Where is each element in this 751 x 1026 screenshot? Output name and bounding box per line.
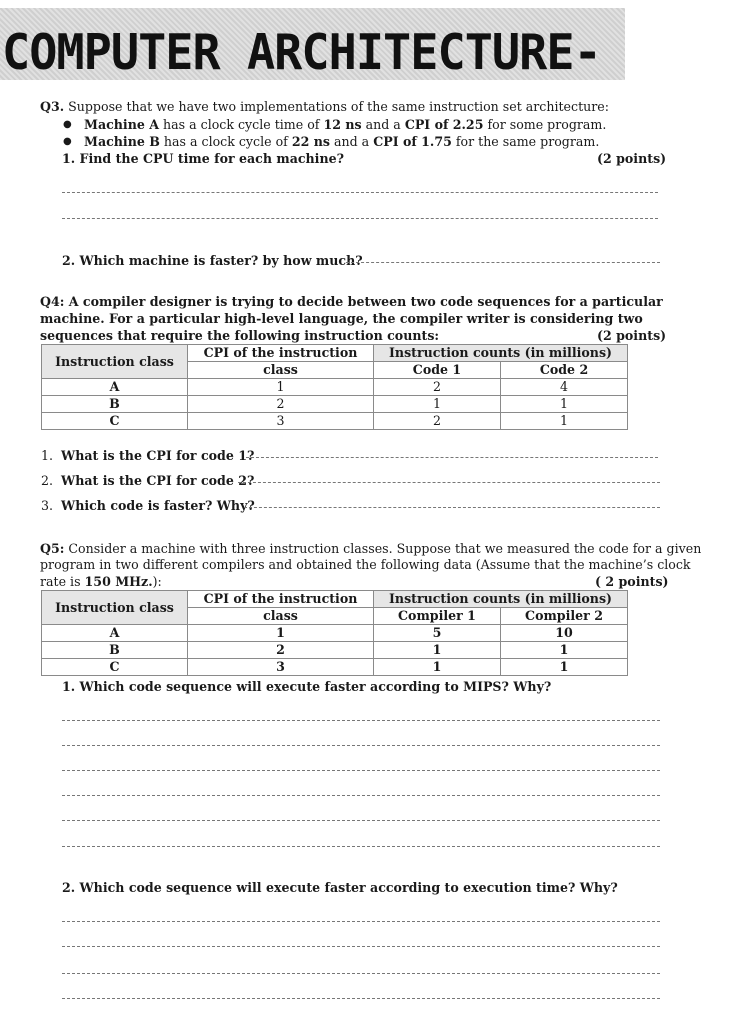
header-cpi: CPI of the instruction <box>188 345 374 362</box>
header-code-1: Code 1 <box>374 362 501 379</box>
header-instruction-counts: Instruction counts (in millions) <box>374 345 628 362</box>
header-instruction-class: Instruction class <box>42 345 188 379</box>
q5-line-2: program in two different compilers and obtained the following data (Assume that the machine’s clock <box>40 557 691 572</box>
q4-question-2: 2. What is the CPI for code 2? <box>41 473 255 488</box>
header-code-2: Code 2 <box>501 362 628 379</box>
q5-line-1: Q5: Consider a machine with three instruction classes. Suppose that we measured the code for a given <box>40 541 702 556</box>
table-row: B 2 1 1 <box>42 396 628 413</box>
answer-line[interactable] <box>62 720 660 721</box>
q4-table <box>41 344 628 430</box>
answer-line[interactable] <box>244 507 660 508</box>
q3-intro <box>40 99 609 114</box>
table-row: C 3 1 1 <box>42 659 628 676</box>
answer-line[interactable] <box>62 973 660 974</box>
header-cpi-2: class <box>188 362 374 379</box>
table-row: C 3 2 1 <box>42 413 628 430</box>
q3-item-2: 2. Which machine is faster? by how much? <box>62 253 363 268</box>
q3-item-1: 1. Find the CPU time for each machine? <box>62 151 345 166</box>
q4-line-1: Q4: A compiler designer is trying to decide between two code sequences for a particular <box>40 294 663 309</box>
bullet-icon: ● <box>63 136 72 147</box>
title-banner <box>0 8 625 80</box>
q4-line-3: sequences that require the following instruction counts: <box>40 328 440 343</box>
bullet-icon: ● <box>63 119 72 130</box>
answer-line[interactable] <box>62 218 658 219</box>
header-instruction-class: Instruction class <box>42 591 188 625</box>
answer-line[interactable] <box>62 192 658 193</box>
answer-line[interactable] <box>62 998 660 999</box>
q4-line-2: machine. For a particular high-level language, the compiler writer is considering two <box>40 311 643 326</box>
header-cpi-2: class <box>188 608 374 625</box>
table-row: B 2 1 1 <box>42 642 628 659</box>
q3-label: Q3. <box>40 99 65 114</box>
q4-question-3: 3. Which code is faster? Why? <box>41 498 255 513</box>
answer-line[interactable] <box>62 820 660 821</box>
answer-line[interactable] <box>62 921 660 922</box>
answer-line[interactable] <box>62 846 660 847</box>
answer-line[interactable] <box>62 745 660 746</box>
table-row: A 1 2 4 <box>42 379 628 396</box>
header-instruction-counts: Instruction counts (in millions) <box>374 591 628 608</box>
answer-line[interactable] <box>238 482 660 483</box>
answer-line[interactable] <box>62 946 660 947</box>
q3-points: (2 points) <box>597 151 667 166</box>
q5-line-3: rate is 150 MHz.): <box>40 574 162 589</box>
answer-line[interactable] <box>346 262 660 263</box>
q5-points: ( 2 points) <box>595 574 669 589</box>
header-cpi: CPI of the instruction <box>188 591 374 608</box>
table-row: A 1 5 10 <box>42 625 628 642</box>
header-compiler-1: Compiler 1 <box>374 608 501 625</box>
answer-line[interactable] <box>62 795 660 796</box>
q3-bullet-a: Machine A has a clock cycle time of 12 ns and a CPI of 2.25 for some program. <box>84 117 607 132</box>
q4-points: (2 points) <box>597 328 667 343</box>
answer-line[interactable] <box>62 770 660 771</box>
q5-item-1: 1. Which code sequence will execute faster according to MIPS? Why? <box>62 679 552 694</box>
q3-bullet-b: Machine B has a clock cycle of 22 ns and a CPI of 1.75 for the same program. <box>84 134 600 149</box>
answer-line[interactable] <box>246 457 658 458</box>
q3-intro-text: Suppose that we have two implementations of the same instruction set architecture: <box>64 99 609 114</box>
q5-table <box>41 590 628 676</box>
header-compiler-2: Compiler 2 <box>501 608 628 625</box>
q4-question-1: 1. What is the CPI for code 1? <box>41 448 255 463</box>
q5-item-2: 2. Which code sequence will execute faster according to execution time? Why? <box>62 880 618 895</box>
page-title: COMPUTER ARCHITECTURE- <box>2 24 601 81</box>
